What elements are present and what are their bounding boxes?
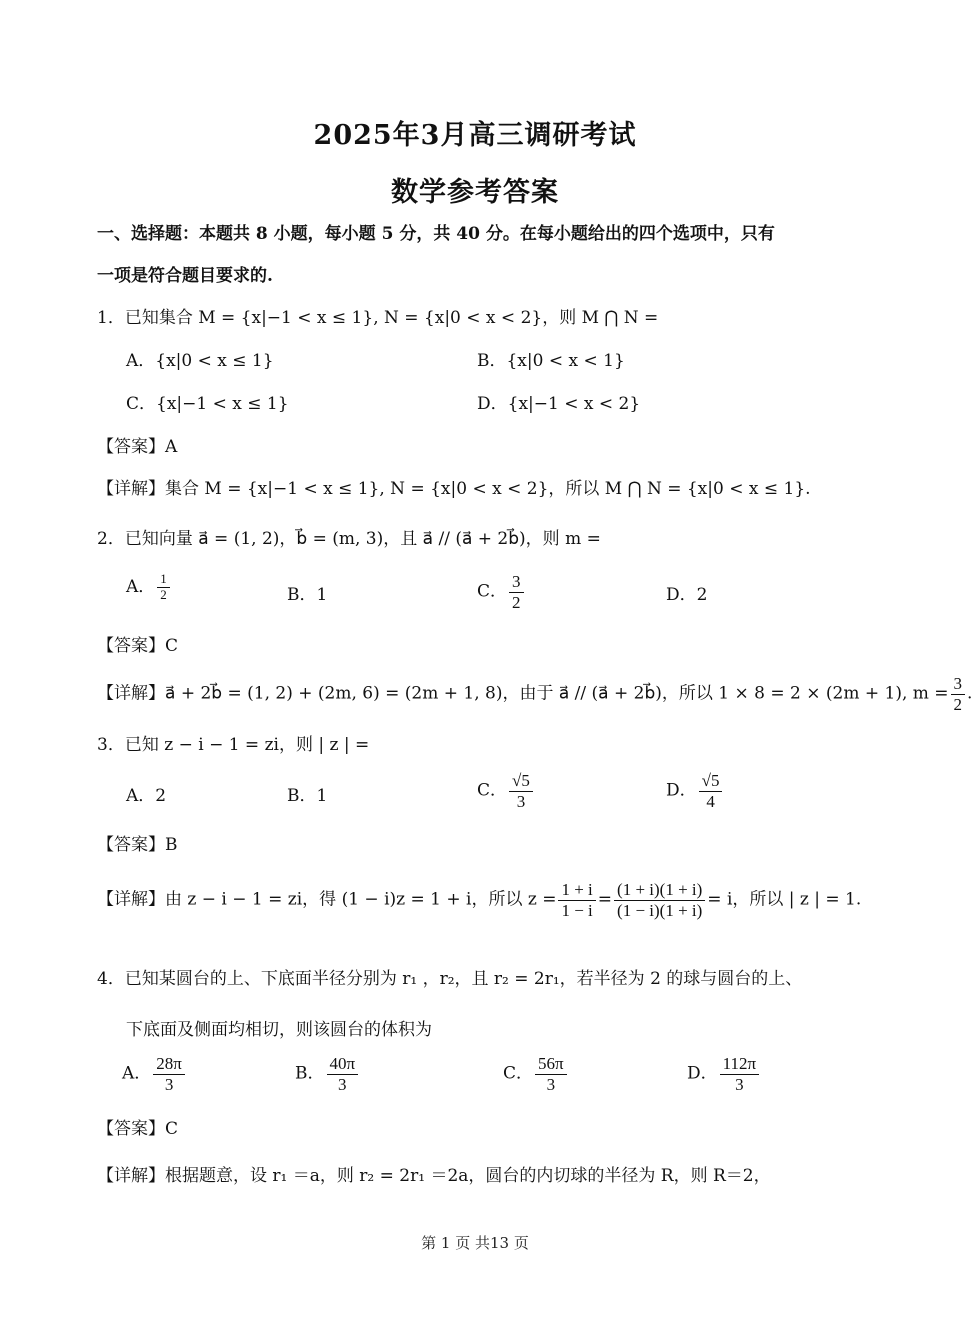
q3-detail-fraction-1 <box>558 880 595 920</box>
q2-detail <box>97 674 972 714</box>
q3-detail-f1-den: 1 − i <box>561 900 593 920</box>
q2-detail-den: 2 <box>953 694 963 714</box>
q3-detail-text-b: = i，所以 | z | = 1. <box>707 889 862 910</box>
q4-option-b-fraction <box>327 1054 359 1094</box>
q2-detail-fraction <box>951 674 966 714</box>
q2-stem: 2．已知向量 a⃗ = (1, 2)，b⃗ = (m, 3)，且 a⃗ // (a⃗ + 2b⃗)，则 m = <box>97 529 601 549</box>
q3-detail-fraction-2 <box>614 880 705 920</box>
q1-stem: 1．已知集合 M = {x|−1 < x ≤ 1}, N = {x|0 < x < 2}，则 M ⋂ N = <box>97 308 659 328</box>
q3-option-d-fraction <box>699 771 723 811</box>
q4-option-a-fraction <box>153 1054 185 1094</box>
q1-option-b: B．{x|0 < x < 1} <box>477 351 625 371</box>
q2-answer: 【答案】C <box>97 636 179 656</box>
q3-option-c-fraction <box>509 771 533 811</box>
q2-detail-text: 【详解】a⃗ + 2b⃗ = (1, 2) + (2m, 6) = (2m + 1, 8)，由于 a⃗ // (a⃗ + 2b⃗)，所以 1 × 8 = 2 × (2m + 1), m = <box>97 683 949 704</box>
q2-option-a-label: A． <box>126 576 156 597</box>
q3-detail-eq: = <box>597 889 613 910</box>
q1-answer: 【答案】A <box>97 437 178 457</box>
q4-option-a <box>122 1054 187 1094</box>
q2-option-c-label: C． <box>477 581 508 602</box>
q4-stem-line2: 下底面及侧面均相切，则该圆台的体积为 <box>126 1020 432 1040</box>
q3-detail-text-a: 【详解】由 z − i − 1 = zi，得 (1 − i)z = 1 + i，所以 z = <box>97 889 557 910</box>
q2-option-d: D．2 <box>666 585 708 605</box>
q3-option-a: A．2 <box>126 786 167 806</box>
q3-option-c <box>477 771 535 811</box>
q2-option-c-num: 3 <box>509 572 524 593</box>
q1-option-a: A．{x|0 < x ≤ 1} <box>126 351 274 371</box>
q2-detail-num: 3 <box>951 674 966 695</box>
q2-detail-end: . <box>967 683 972 704</box>
q3-option-c-num: √5 <box>509 771 533 792</box>
q3-detail <box>97 880 861 920</box>
q4-option-b-den: 3 <box>338 1074 347 1094</box>
q4-answer: 【答案】C <box>97 1119 179 1139</box>
q3-detail-f2-num: (1 + i)(1 + i) <box>614 880 705 901</box>
q4-option-b-label: B． <box>295 1063 325 1084</box>
q4-option-d <box>687 1054 761 1094</box>
page-footer: 第 1 页 共13 页 <box>421 1234 529 1252</box>
q3-detail-f2-den: (1 − i)(1 + i) <box>617 900 703 920</box>
q4-option-c-fraction <box>535 1054 567 1094</box>
q3-detail-f1-num: 1 + i <box>558 880 595 901</box>
q3-stem: 3．已知 z − i − 1 = zi，则 | z | = <box>97 735 370 755</box>
q3-option-c-label: C． <box>477 780 508 801</box>
page-title: 2025年3月高三调研考试 <box>313 120 637 151</box>
q2-option-c <box>477 572 526 612</box>
q4-option-b <box>295 1054 360 1094</box>
q1-detail: 【详解】集合 M = {x|−1 < x ≤ 1}, N = {x|0 < x < 2}，所以 M ⋂ N = {x|0 < x ≤ 1}. <box>97 479 811 499</box>
page-subtitle: 数学参考答案 <box>391 177 559 208</box>
q1-option-c: C．{x|−1 < x ≤ 1} <box>126 394 289 414</box>
q4-option-b-num: 40π <box>327 1054 359 1075</box>
q4-option-c-den: 3 <box>546 1074 556 1094</box>
q4-option-c <box>503 1054 569 1094</box>
q1-option-d: D．{x|−1 < x < 2} <box>477 394 641 414</box>
section-heading-line1: 一、选择题：本题共 8 小题，每小题 5 分，共 40 分。在每小题给出的四个选项中，只有 <box>97 224 775 244</box>
q4-option-c-num: 56π <box>535 1054 567 1075</box>
q3-option-b: B．1 <box>287 786 328 806</box>
q4-stem-line1: 4．已知某圆台的上、下底面半径分别为 r₁ ，r₂，且 r₂ = 2r₁，若半径为 2 的球与圆台的上、 <box>97 969 803 989</box>
q2-option-c-fraction <box>509 572 524 612</box>
q4-detail: 【详解】根据题意，设 r₁ ＝a，则 r₂ = 2r₁ ＝2a，圆台的内切球的半径为 R，则 R＝2， <box>97 1166 771 1186</box>
q3-option-d-num: √5 <box>699 771 723 792</box>
q2-option-c-den: 2 <box>512 592 521 612</box>
q3-answer: 【答案】B <box>97 835 178 855</box>
q3-option-d-label: D． <box>666 780 697 801</box>
q2-option-a-den: 2 <box>160 586 167 602</box>
q3-option-d-den: 4 <box>706 791 715 811</box>
q4-option-d-den: 3 <box>735 1074 744 1094</box>
q3-option-c-den: 3 <box>516 791 526 811</box>
q4-option-d-label: D． <box>687 1063 718 1084</box>
q4-option-d-fraction <box>720 1054 759 1094</box>
q2-option-b: B．1 <box>287 585 328 605</box>
q2-option-a <box>126 572 172 603</box>
q3-option-d <box>666 771 724 811</box>
q4-option-c-label: C． <box>503 1063 534 1084</box>
q4-option-a-den: 3 <box>164 1074 174 1094</box>
q4-option-a-label: A． <box>122 1063 152 1084</box>
q2-option-a-fraction <box>157 572 170 603</box>
section-heading-line2: 一项是符合题目要求的. <box>97 266 273 286</box>
q4-option-d-num: 112π <box>720 1054 759 1075</box>
q4-option-a-num: 28π <box>153 1054 185 1075</box>
q2-option-a-num: 1 <box>157 572 170 588</box>
